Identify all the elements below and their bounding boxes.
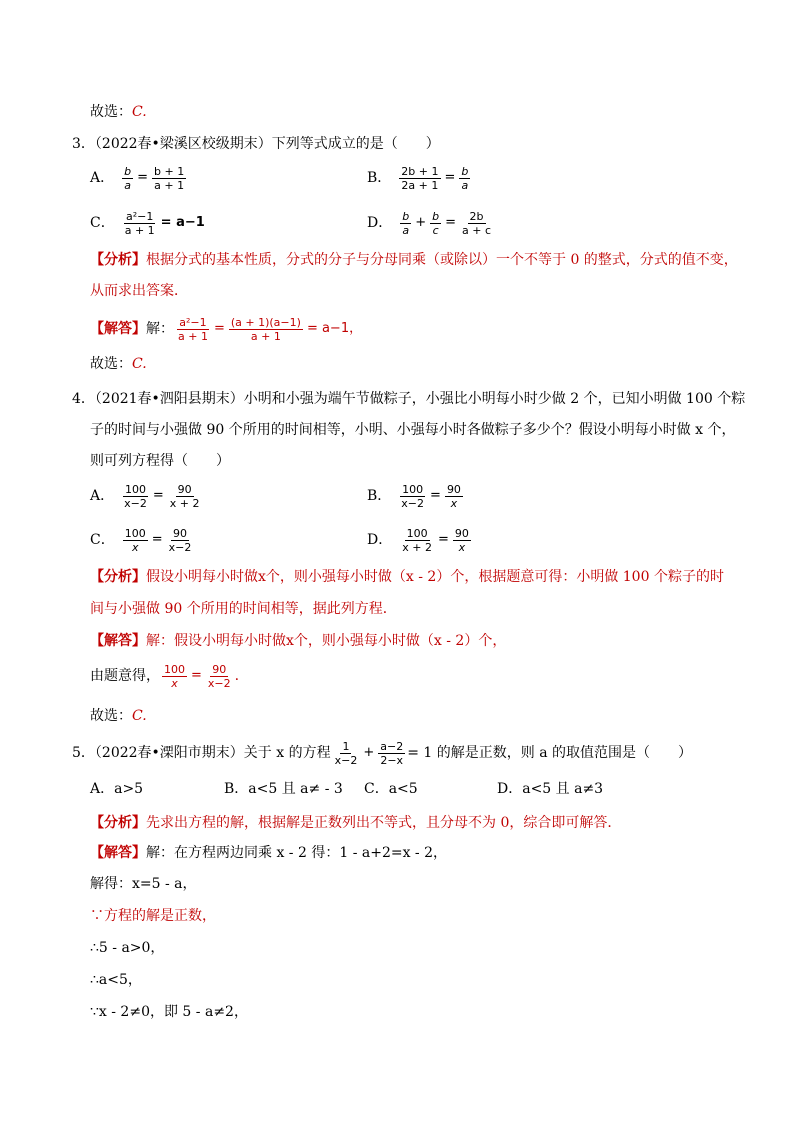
q3-stem: 3．（2022春•梁溪区校级期末）下列等式成立的是（ ） [72,136,440,152]
q5-solution-line-3: ∵方程的解是正数， [90,908,216,924]
q5-option-a: A．a>5 [90,781,144,797]
q4-option-d: D． $\frac{100}{x + 2}$ = $\frac{90}{x}$ [367,526,469,554]
q5-solution-line-1: 【解答】解：在方程两边同乘 x - 2 得：1 - a+2=x - 2， [90,845,448,861]
q4-solution-line-2: 由题意得， $\frac{100}{x}$ = $\frac{90}{x-2}$ . [90,662,240,690]
q5-option-b: B．a<5 且 a≠ - 3 [224,781,343,797]
q3-answer-line: 故选：C. [90,356,147,372]
q5-solution-line-5: ∴a<5， [90,972,142,988]
answer-value: C. [132,104,147,120]
q4-analysis-line-2: 间与小强做 90 个所用的时间相等，据此列方程． [90,601,397,617]
q3-option-a: A． $\frac{b}{a}$ = $\frac{b + 1}{a + 1}$ [90,164,185,192]
q4-answer-line: 故选：C. [90,708,147,724]
q5-stem: 5．（2022春•溧阳市期末）关于 x 的方程 $\frac{1}{x-2}$ + $\frac{a-2}{2-x}$ = 1 的解是正数，则 a 的取值范围是（ ） [72,739,692,767]
q5-solution-line-2: 解得：x=5 - a， [90,876,197,892]
q3-option-c: C． $\frac{\text{a²−1}}{a + 1}$ = a−1 [90,209,205,237]
q5-solution-line-6: ∵x - 2≠0，即 5 - a≠2， [90,1004,248,1020]
q3-solution: 【解答】 解： $\frac{\text{a²−1}}{a + 1}$ = $\frac{(a + 1)(a-1)}{a + 1}$ = a−1， [90,315,363,343]
q5-analysis-line: 【分析】先求出方程的解，根据解是正数列出不等式，且分母不为 0，综合即可解答． [90,815,622,831]
q4-stem-2: 子的时间与小强做 90 个所用的时间相等，小明、小强每小时各做粽子多少个？假设小明每小时做 x 个， [90,422,736,438]
q4-stem-1: 4．（2021春•泗阳县期末）小明和小强为端午节做粽子，小强比小明每小时少做 2 个，已知小明做 100 个粽 [72,391,746,407]
q3-option-d: D． $\frac{b}{a}$ + $\frac{b}{c}$ = $\frac{2b}{a + c}$ [367,209,492,237]
q4-analysis-line-1: 【分析】假设小明每小时做x个，则小强每小时做（x - 2）个，根据题意可得：小明做 100 个粽子的时 [90,569,724,585]
q4-option-b: B． $\frac{100}{x-2}$ = $\frac{90}{x}$ [367,482,461,510]
q5-option-d: D．a<5 且 a≠3 [497,781,604,797]
pick-label: 故选： [90,104,132,120]
q4-solution-line-1: 【解答】解：假设小明每小时做x个，则小强每小时做（x - 2）个， [90,633,507,649]
q4-option-a: A． $\frac{100}{x-2}$ = $\frac{90}{x + 2}$ [90,482,200,510]
q3-analysis-line-1: 【分析】根据分式的基本性质，分式的分子与分母同乘（或除以）一个不等于 0 的整式，分式的值不变， [90,252,738,268]
q3-analysis-line-2: 从而求出答案． [90,283,188,299]
prev-answer-line [90,101,147,123]
q5-option-c: C．a<5 [364,781,418,797]
q4-stem-3: 则可列方程得（ ） [90,453,230,469]
q3-option-b: B． $\frac{2b + 1}{2a + 1}$ = $\frac{b}{a}$ [367,164,469,192]
q4-option-c: C． $\frac{100}{x}$ = $\frac{90}{x-2}$ [90,526,192,554]
q5-solution-line-4: ∴5 - a>0， [90,940,165,956]
